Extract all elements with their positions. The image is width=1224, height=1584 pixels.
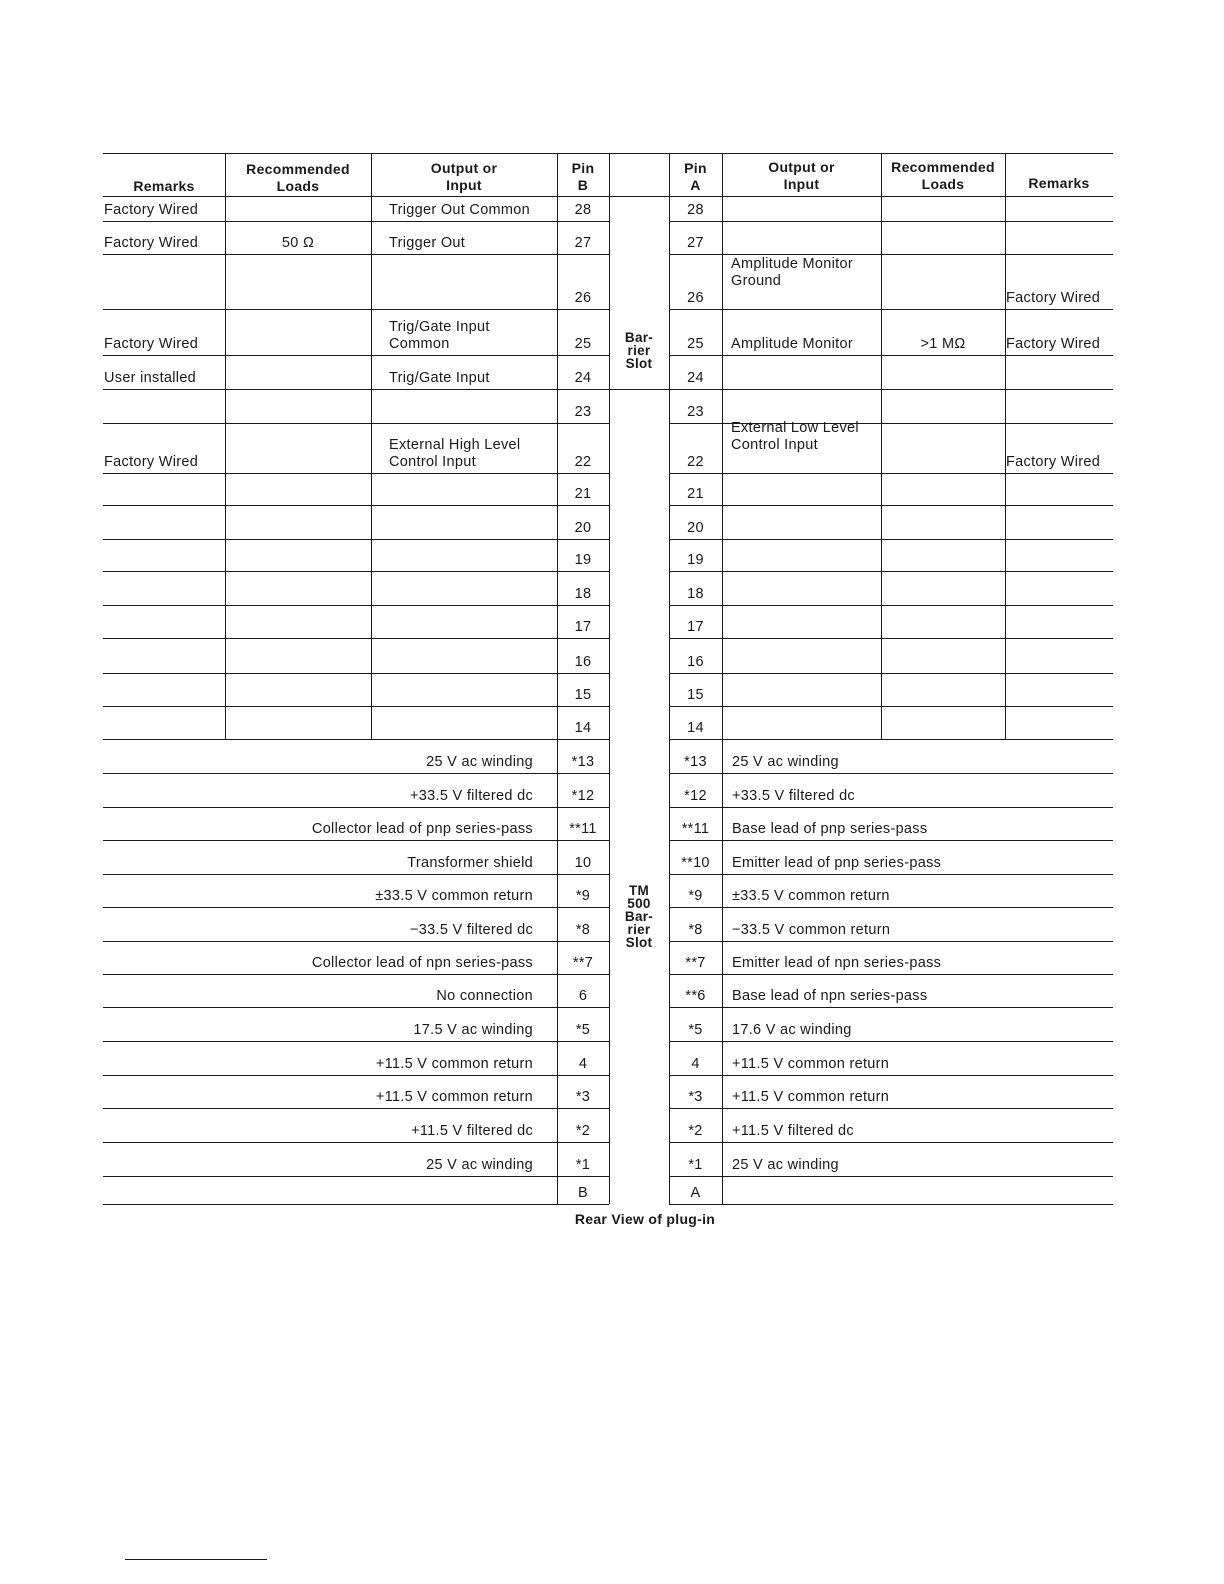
pin-b: 22: [574, 454, 592, 470]
description-a: −33.5 V common return: [732, 922, 891, 938]
pin-b: 19: [574, 552, 592, 568]
pin-a-rule: [669, 309, 722, 310]
pin-b: B: [578, 1185, 588, 1201]
figure-caption: Rear View of plug-in: [574, 1211, 716, 1227]
pin-b-rule: [557, 355, 609, 356]
pin-a: **7: [685, 955, 706, 971]
row-rule: [669, 1176, 1113, 1177]
description-b: Transformer shield: [407, 855, 533, 871]
description-b: +11.5 V filtered dc: [411, 1123, 533, 1139]
description-b: 25 V ac winding: [426, 754, 533, 770]
remarks-a: Factory Wired: [1006, 454, 1101, 470]
pin-b-rule: [557, 254, 609, 255]
row-rule: [669, 221, 1113, 222]
tm500-barrier-slot-label: Slot: [625, 935, 653, 950]
slot-left-rule: [609, 739, 610, 1204]
column-rule: [609, 153, 610, 739]
row-rule: [669, 706, 1113, 707]
pin-b-rule: [557, 571, 609, 572]
pin-a: *3: [688, 1089, 703, 1105]
description-b: ±33.5 V common return: [375, 888, 533, 904]
remarks-b: User installed: [104, 370, 197, 386]
pin-a: *1: [688, 1157, 703, 1173]
header-io-a: Input: [783, 176, 820, 192]
pin-b-rule: [557, 221, 609, 222]
pin-b: 27: [574, 235, 592, 251]
io-b: Trigger Out: [389, 235, 466, 251]
row-rule: [103, 807, 609, 808]
pin-b: *8: [575, 922, 591, 938]
header-loads-a: Recommended: [891, 159, 995, 175]
description-b: +33.5 V filtered dc: [410, 788, 533, 804]
row-rule: [669, 874, 1113, 875]
pin-a: *13: [684, 754, 707, 770]
row-rule: [103, 473, 557, 474]
pin-b: 23: [574, 404, 592, 420]
pin-a: 19: [687, 552, 704, 568]
header-loads-b: Recommended: [246, 161, 350, 177]
row-rule: [103, 1176, 609, 1177]
pin-b: 25: [574, 336, 592, 352]
io-b: Trig/Gate Input: [389, 370, 490, 386]
row-rule: [103, 739, 557, 740]
row-rule: [669, 773, 1113, 774]
pin-b: *12: [571, 788, 595, 804]
pin-a: 26: [687, 290, 704, 306]
description-a: Base lead of npn series-pass: [732, 988, 928, 1004]
pin-a-rule: [669, 539, 722, 540]
tm500-barrier-slot-label: TM: [628, 883, 650, 898]
description-b: No connection: [436, 988, 533, 1004]
description-b: Collector lead of pnp series-pass: [311, 821, 533, 837]
row-rule: [103, 1108, 609, 1109]
row-rule: [103, 423, 557, 424]
pin-b-rule: [557, 739, 609, 740]
pin-a: 24: [687, 370, 704, 386]
row-rule: [669, 389, 1113, 390]
row-rule: [103, 539, 557, 540]
pin-a-rule: [669, 221, 722, 222]
pin-b: 14: [574, 720, 592, 736]
pin-a-rule: [669, 571, 722, 572]
row-rule: [103, 773, 609, 774]
pin-a: 17: [687, 619, 704, 635]
pin-a-column-rule: [722, 739, 723, 1204]
row-rule: [669, 539, 1113, 540]
description-a: +11.5 V common return: [732, 1089, 890, 1105]
row-rule: [103, 605, 557, 606]
io-b: Trig/Gate Input: [389, 319, 490, 335]
row-rule: [103, 571, 557, 572]
description-a: Emitter lead of pnp series-pass: [732, 855, 942, 871]
pin-b-rule: [557, 539, 609, 540]
row-rule: [669, 505, 1113, 506]
pin-a: *12: [684, 788, 707, 804]
pin-a-rule: [669, 605, 722, 606]
pin-a-rule: [669, 706, 722, 707]
row-rule: [669, 571, 1113, 572]
row-rule: [103, 706, 557, 707]
remarks-b: Factory Wired: [104, 235, 199, 251]
pin-b-rule: [557, 423, 609, 424]
io-b: Common: [389, 336, 450, 352]
pin-a: *5: [688, 1022, 703, 1038]
pin-b: **11: [569, 821, 597, 837]
column-rule: [371, 153, 372, 739]
pin-b: *5: [575, 1022, 591, 1038]
row-rule: [103, 638, 557, 639]
header-loads-b: Loads: [276, 178, 320, 194]
pin-b: 6: [578, 988, 588, 1004]
header-pin-b: Pin: [571, 160, 595, 176]
pin-a: 21: [687, 486, 704, 502]
pin-a-rule: [669, 739, 722, 740]
description-a: Emitter lead of npn series-pass: [732, 955, 942, 971]
row-rule: [669, 739, 1113, 740]
description-b: −33.5 V filtered dc: [410, 922, 533, 938]
row-rule: [669, 807, 1113, 808]
column-rule: [1005, 153, 1006, 739]
description-b: +11.5 V common return: [375, 1089, 533, 1105]
remarks-a: Factory Wired: [1006, 290, 1101, 306]
io-a: Control Input: [731, 437, 818, 453]
barrier-slot-label: rier: [627, 343, 651, 358]
row-rule: [103, 673, 557, 674]
pin-a-rule: [669, 473, 722, 474]
pin-a: *8: [688, 922, 703, 938]
remarks-b: Factory Wired: [104, 454, 199, 470]
description-a: +11.5 V filtered dc: [732, 1123, 854, 1139]
header-io-b: Input: [446, 177, 482, 193]
column-rule: [881, 153, 882, 739]
pin-b: 24: [574, 370, 592, 386]
row-rule: [103, 1007, 609, 1008]
header-pin-b: B: [577, 177, 589, 193]
pin-a-rule: [669, 505, 722, 506]
row-rule: [669, 1075, 1113, 1076]
pin-a-rule: [669, 423, 722, 424]
io-b: Control Input: [389, 454, 476, 470]
io-b: Trigger Out Common: [389, 202, 531, 218]
pin-a: *2: [688, 1123, 703, 1139]
row-rule: [669, 673, 1113, 674]
description-a: 17.6 V ac winding: [732, 1022, 852, 1038]
remarks-b: Factory Wired: [104, 202, 199, 218]
pin-b: 21: [574, 486, 592, 502]
description-a: 25 V ac winding: [732, 754, 839, 770]
description-b: Collector lead of npn series-pass: [311, 955, 533, 971]
pin-a: 20: [687, 520, 704, 536]
slot-bottom-rule: [557, 389, 722, 390]
pin-b: *1: [575, 1157, 591, 1173]
tm500-barrier-slot-label: Bar-: [624, 909, 654, 924]
row-rule: [103, 907, 609, 908]
description-a: ±33.5 V common return: [732, 888, 890, 904]
row-rule: [103, 221, 557, 222]
pin-a: **6: [685, 988, 706, 1004]
row-rule: [669, 1041, 1113, 1042]
pin-b-rule: [557, 605, 609, 606]
pin-a: **11: [681, 821, 710, 837]
remarks-b: Factory Wired: [104, 336, 199, 352]
pin-b: *2: [575, 1123, 591, 1139]
header-bottom-rule: [103, 196, 1113, 197]
pin-a: 28: [687, 202, 704, 218]
row-rule: [669, 355, 1113, 356]
tm500-barrier-slot-label: rier: [627, 922, 651, 937]
pin-a: 4: [691, 1056, 700, 1072]
pin-a-rule: [669, 355, 722, 356]
row-rule: [103, 254, 557, 255]
header-pin-a: A: [690, 177, 701, 193]
row-rule: [103, 1075, 609, 1076]
footnote-rule: [125, 1559, 267, 1560]
pin-b-rule: [557, 638, 609, 639]
description-a: +33.5 V filtered dc: [732, 788, 855, 804]
pin-a: 25: [687, 336, 704, 352]
pin-b: 20: [574, 520, 592, 536]
pin-a: 22: [687, 454, 704, 470]
pin-a: **10: [681, 855, 710, 871]
io-a: Amplitude Monitor: [731, 256, 853, 272]
row-rule: [103, 840, 609, 841]
description-a: 25 V ac winding: [732, 1157, 839, 1173]
pin-b: **7: [572, 955, 594, 971]
pin-b: *13: [571, 754, 595, 770]
pin-b-rule: [557, 473, 609, 474]
pin-a: 27: [687, 235, 704, 251]
row-rule: [103, 1204, 609, 1205]
pin-b: *9: [575, 888, 591, 904]
pin-a: A: [690, 1185, 701, 1201]
row-rule: [103, 389, 557, 390]
column-rule: [722, 153, 723, 739]
pin-a-rule: [669, 673, 722, 674]
row-rule: [669, 840, 1113, 841]
header-io-a: Output or: [768, 159, 835, 175]
description-a: Base lead of pnp series-pass: [732, 821, 928, 837]
row-rule: [103, 309, 557, 310]
pin-b-rule: [557, 673, 609, 674]
row-rule: [103, 874, 609, 875]
pin-a-rule: [669, 254, 722, 255]
row-rule: [669, 473, 1113, 474]
row-rule: [103, 974, 609, 975]
pin-b-rule: [557, 309, 609, 310]
row-rule: [669, 907, 1113, 908]
pin-b-rule: [557, 505, 609, 506]
io-a: Amplitude Monitor: [731, 336, 853, 352]
header-pin-a: Pin: [684, 160, 707, 176]
pin-b: 10: [574, 855, 592, 871]
row-rule: [669, 638, 1113, 639]
row-rule: [669, 1108, 1113, 1109]
pin-b: 28: [574, 202, 592, 218]
row-rule: [669, 254, 1113, 255]
pin-a: 14: [687, 720, 704, 736]
row-rule: [669, 941, 1113, 942]
header-loads-a: Loads: [921, 176, 965, 192]
pin-b: 26: [574, 290, 592, 306]
row-rule: [669, 309, 1113, 310]
header-top-rule: [103, 153, 1113, 154]
pin-a: 23: [687, 404, 704, 420]
description-b: 17.5 V ac winding: [413, 1022, 533, 1038]
barrier-slot-label: Bar-: [624, 330, 654, 345]
loads-b: 50 Ω: [281, 235, 315, 251]
header-remarks-a: Remarks: [1028, 175, 1090, 191]
row-rule: [669, 1007, 1113, 1008]
pin-b: 4: [578, 1056, 588, 1072]
pin-b: 15: [574, 687, 592, 703]
row-rule: [103, 941, 609, 942]
pin-a: 15: [687, 687, 704, 703]
io-b: External High Level: [389, 437, 521, 453]
io-a: External Low Level: [731, 420, 859, 436]
row-rule: [103, 1142, 609, 1143]
header-io-b: Output or: [430, 160, 498, 176]
pin-a: 18: [687, 586, 704, 602]
pin-b: *3: [575, 1089, 591, 1105]
pin-a: 16: [687, 654, 704, 670]
pin-a: *9: [688, 888, 703, 904]
row-rule: [103, 1041, 609, 1042]
row-rule: [669, 1142, 1113, 1143]
pin-a-rule: [669, 638, 722, 639]
row-rule: [669, 974, 1113, 975]
row-rule: [669, 1204, 1113, 1205]
remarks-a: Factory Wired: [1006, 336, 1101, 352]
pin-b: 16: [574, 654, 592, 670]
io-a: Ground: [731, 273, 782, 289]
row-rule: [669, 605, 1113, 606]
tm500-barrier-slot-label: 500: [627, 896, 651, 911]
pin-b-rule: [557, 706, 609, 707]
header-remarks-b: Remarks: [133, 178, 195, 194]
row-rule: [103, 505, 557, 506]
description-a: +11.5 V common return: [732, 1056, 890, 1072]
row-rule: [103, 355, 557, 356]
loads-a: >1 MΩ: [920, 336, 966, 352]
barrier-slot-label: Slot: [625, 356, 653, 371]
pin-b: 18: [574, 586, 592, 602]
description-b: 25 V ac winding: [426, 1157, 533, 1173]
pin-b: 17: [574, 619, 592, 635]
description-b: +11.5 V common return: [375, 1056, 533, 1072]
